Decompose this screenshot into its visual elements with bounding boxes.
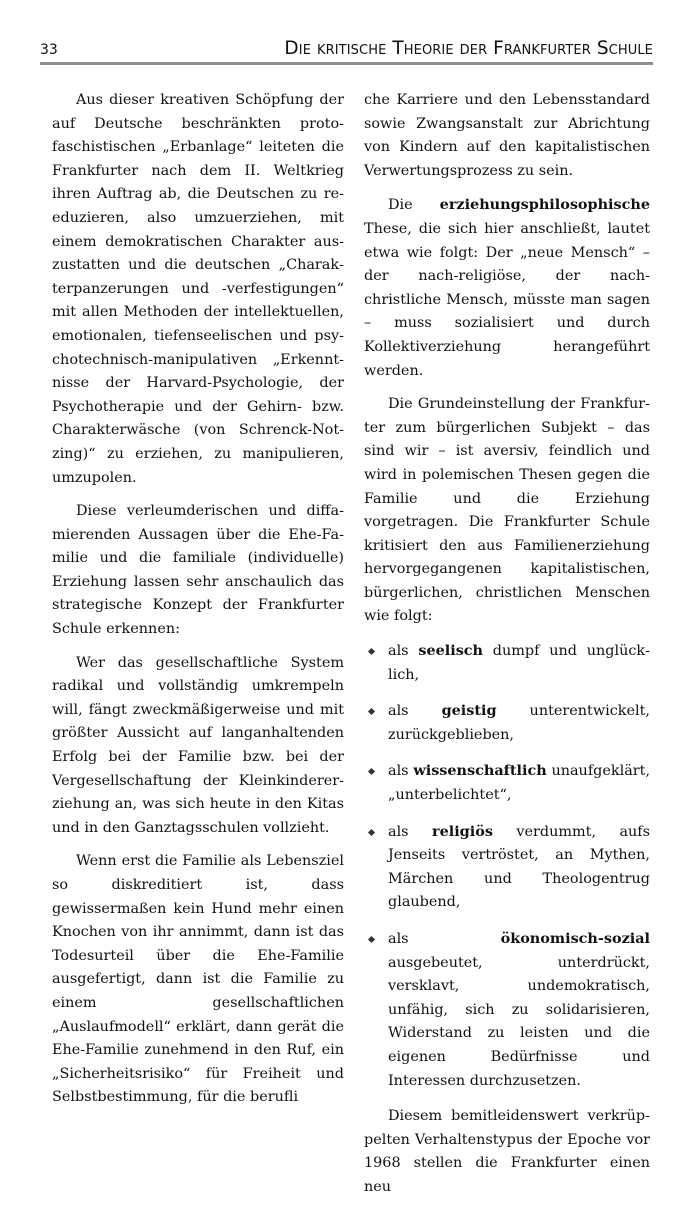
list-item-prefix: als bbox=[388, 931, 409, 947]
diamond-bullet-icon bbox=[367, 647, 376, 656]
list-item-keyword: ökonomisch-sozial bbox=[500, 930, 650, 947]
paragraph: Die Grundeinstellung der Frankfurter zum bürgerlichen Subjekt – das sind wir – ist aversiv, feindlich und wird in polemischen Thesen gegen die Familie und die Erziehung vorgetragen. Die Frankfurter Schule kritisiert den aus Familienerziehung hervorgegangenen kapitalistischen, bürgerlichen, christlichen Menschen wie folgt: bbox=[364, 396, 650, 625]
list-item-text: verdummt, aufs Jenseits vertröstet, an Mythen, Märchen und Theologentrug glaubend, bbox=[388, 823, 651, 911]
paragraph-text: These, die sich hier anschließt, lautet etwa wie folgt: Der „neue Mensch“ – der nach-religiöse, der nach-christliche Mensch, müsste man sagen – muss sozialisiert und durch Kollektiverziehung herangeführt werden. bbox=[364, 220, 650, 379]
list-item bbox=[364, 639, 650, 687]
diamond-bullet-icon bbox=[367, 935, 376, 944]
paragraph: Aus dieser kreativen Schöpfung der auf Deutsche beschränkten protofaschistischen „Erbanlage“ leiteten die Frankfurter nach dem II. Weltkrieg ihren Auftrag ab, die Deutschen zu re-eduzieren, also umzuerziehen, mit einem demokratischen Charakter auszustatten und die deutschen „Charakterpanzerungen und -verfestigungen“ mit allen Methoden der intellektuellen, emotionalen, tiefenseelischen und psychotechnisch-manipulativen „Erkenntnisse der Harvard-Psychologie, der Psychotherapie und der Gehirn- bzw. Charakterwäsche (von Schrenck-Notzing)“ zu erziehen, zu manipulieren, umzupolen. bbox=[52, 92, 344, 486]
paragraph: Diesem bemitleidenswert verkrüppelten Verhaltenstypus der Epoche vor 1968 stellen die Frankfurter einen neu bbox=[364, 1108, 650, 1195]
paragraph-text: Die bbox=[388, 197, 413, 214]
list-item bbox=[364, 927, 650, 1093]
running-title: Die kritische Theorie der Frankfurter Schule bbox=[284, 38, 653, 59]
left-column bbox=[52, 89, 344, 1120]
page-header bbox=[40, 40, 653, 65]
paragraph: Wenn erst die Familie als Lebensziel so diskreditiert ist, dass gewissermaßen kein Hund mehr einen Knochen von ihr annimmt, dann ist das Todesurteil über die Ehe-Familie ausgefertigt, dann ist die Familie zu einem gesellschaftlichen „Auslaufmodell“ erklärt, dann gerät die Ehe-Familie zunehmend in den Ruf, ein „Sicherheitsrisiko“ für Freiheit und Selbstbestimmung, für die berufli bbox=[52, 853, 344, 1106]
diamond-bullet-icon bbox=[367, 828, 376, 837]
paragraph: Diese verleumderischen und diffamierenden Aussagen über die Ehe-Familie und die familiale (individuelle) Erziehung lassen sehr anschaulich das strategische Konzept der Frankfurter Schule erkennen: bbox=[52, 503, 344, 638]
list-item bbox=[364, 759, 650, 807]
list-item-keyword: wissenschaftlich bbox=[413, 762, 547, 780]
paragraph-continued: che Karriere und den Lebensstandard sowie Zwangsanstalt zur Abrichtung von Kindern auf den kapitalistischen Verwertungsprozess zu sein. bbox=[364, 92, 650, 179]
bullet-list bbox=[364, 639, 650, 1093]
list-item-keyword: geistig bbox=[441, 702, 497, 720]
list-item-keyword: seelisch bbox=[418, 642, 484, 660]
list-item-keyword: religiös bbox=[432, 822, 493, 840]
list-item bbox=[364, 699, 650, 747]
paragraph bbox=[364, 193, 650, 383]
list-item-text: ausgebeutet, unterdrückt, versklavt, undemokratisch, unfähig, sich zu solidarisieren, Widerstand zu leisten und die eigenen Bedürfnisse und Interessen durchzusetzen. bbox=[388, 954, 650, 1089]
list-item bbox=[364, 820, 650, 915]
emphasis: erziehungsphilosophische bbox=[439, 196, 650, 214]
list-item-text: unaufgeklärt, „unterbelichtet“, bbox=[388, 763, 651, 804]
list-item-text: unterentwickelt, zurückgeblieben, bbox=[388, 703, 651, 743]
diamond-bullet-icon bbox=[367, 767, 376, 776]
list-item-prefix: als bbox=[388, 823, 409, 840]
right-column bbox=[364, 89, 650, 1210]
page-number: 33 bbox=[40, 42, 58, 58]
list-item-prefix: als bbox=[388, 703, 409, 720]
list-item-text: dumpf und unglücklich, bbox=[388, 643, 650, 683]
diamond-bullet-icon bbox=[367, 707, 376, 716]
list-item-prefix: als bbox=[388, 643, 409, 660]
list-item-prefix: als bbox=[388, 763, 409, 780]
paragraph: Wer das gesellschaftliche System radikal und vollständig umkrempeln will, fängt zweckmäßigerweise und mit größter Aussicht auf langanhaltenden Erfolg bei der Familie bzw. bei der Vergesellschaftung der Kleinkindererziehung an, was sich heute in den Kitas und in den Ganztagsschulen vollzieht. bbox=[52, 654, 344, 836]
